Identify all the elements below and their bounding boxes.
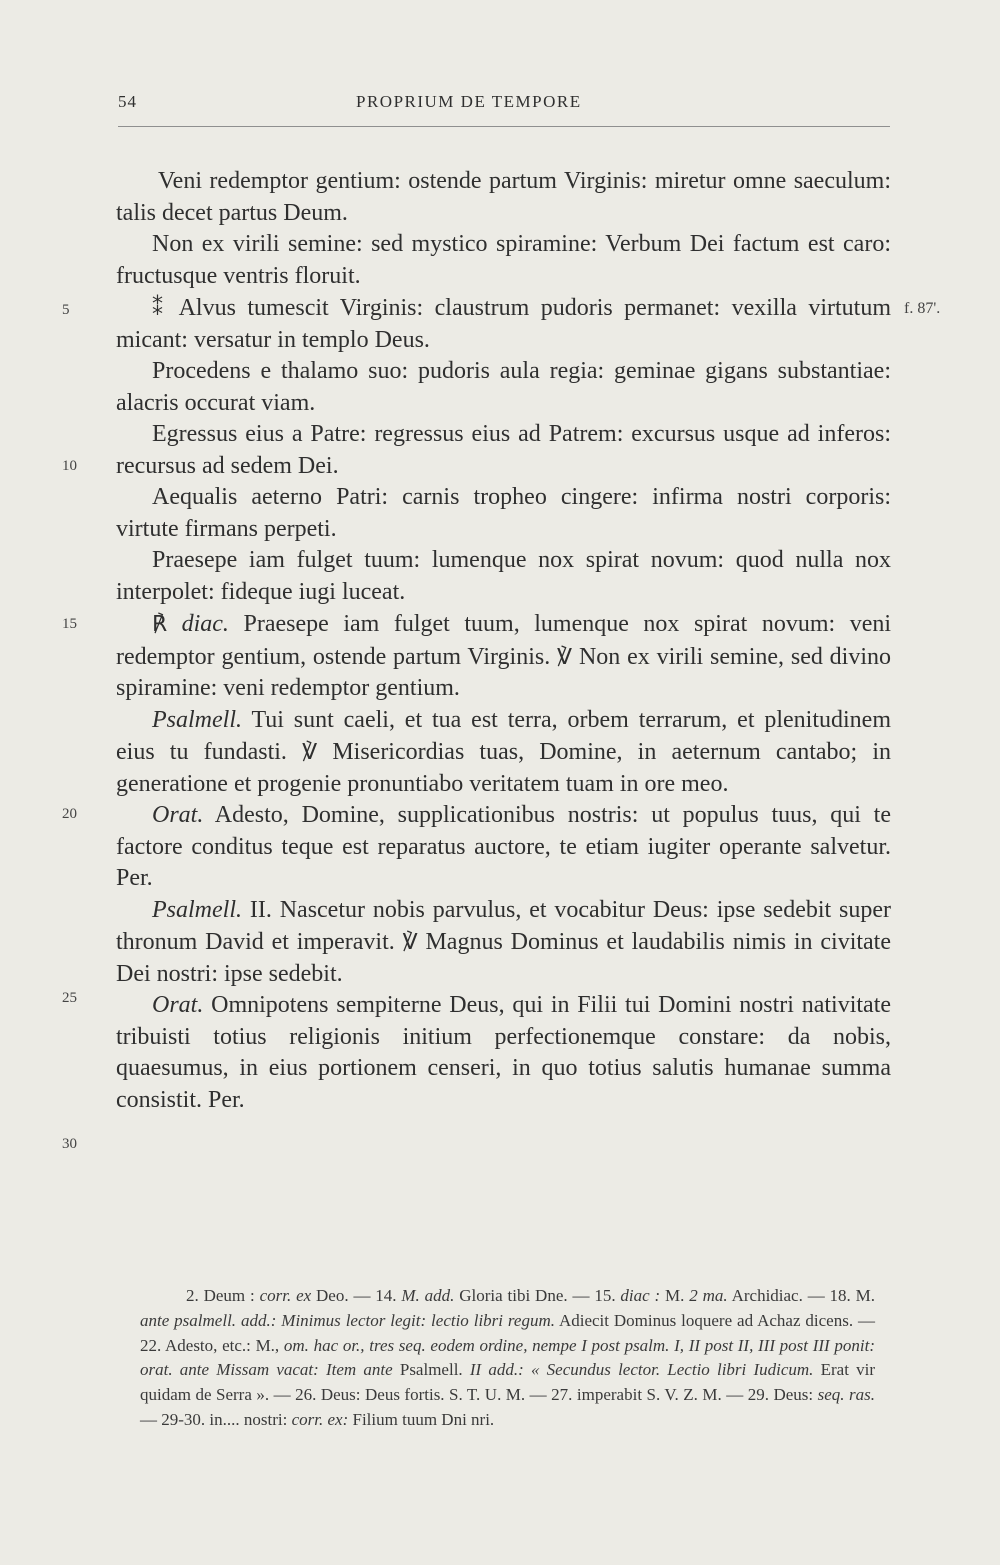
psalmellus-text: Nascetur nobis parvulus, et vocabitur Deus: ipse sedebit super thronum David et imperavit. xyxy=(116,896,892,955)
main-text xyxy=(116,166,891,1116)
footnote-italic: om. hac or., tres seq. eodem ordine, nempe I post psalm. I, II post II, III post III ponit: orat. ante Missam vacat: Item ante xyxy=(140,1335,875,1380)
footnote-text: Erat vir quidam de Serra ». — 26. Deus: Deus fortis. S. T. U. M. — 27. imperabit S. V. Z. M. — 29. Deus: xyxy=(140,1360,876,1405)
psalmellus-number: II. xyxy=(249,896,272,923)
running-head xyxy=(118,92,888,122)
response-icon: ℟ xyxy=(152,611,168,636)
stanza-text: Aequalis aeterno Patri: carnis tropheo cingere: infirma nostri corporis: virtute firmans perpeti. xyxy=(116,484,891,542)
responsory-text: Praesepe iam fulget tuum, lumenque nox spirat novum: veni redemptor gentium, ostende partum Virginis. xyxy=(116,611,892,670)
footnote-text: Archidiac. — 18. M. xyxy=(727,1286,876,1305)
line-number-15: 15 xyxy=(62,616,77,632)
versicle-icon: ℣ xyxy=(402,929,418,954)
rubric-label: Orat. xyxy=(152,802,204,828)
hymn-stanza-5 xyxy=(116,419,891,482)
footnote-italic: ante psalmell. add.: Minimus lector legit: lectio libri regum. xyxy=(140,1310,555,1330)
running-title: PROPRIUM DE TEMPORE xyxy=(356,92,582,111)
versicle-text: Magnus Dominus et laudabilis nimis in civitate Dei nostri: ipse sedebit. xyxy=(116,929,891,987)
footnote-text: Gloria tibi Dne. — 15. xyxy=(454,1286,621,1305)
psalmellus-1 xyxy=(116,705,891,801)
footnote-italic: II add.: « Secundus lector. Lectio libri Iudicum. xyxy=(469,1360,814,1380)
footnote-text: — 29-30. in.... nostri: xyxy=(140,1409,292,1429)
stanza-text: Veni redemptor gentium: ostende partum Virginis: miretur omne saeculum: talis decet partus Deum. xyxy=(116,168,891,226)
stanza-text: Alvus tumescit Virginis: claustrum pudoris permanet: vexilla virtutum micant: versatur in templo Deus. xyxy=(116,295,892,353)
versicle-icon: ℣ xyxy=(557,643,573,669)
hymn-stanza-4 xyxy=(116,356,891,419)
hymn-stanza-1 xyxy=(116,166,891,229)
line-number-20: 20 xyxy=(62,806,77,822)
oratio-text: Omnipotens sempiterne Deus, qui in Filii tui Domini nostri nativitate tribuisti totius religionis initium perfectionemque constare: da nobis, quaesumus, in eius portionem censeri, in quo totius salutis humanae summa consistit. Per. xyxy=(116,992,892,1113)
page-number: 54 xyxy=(118,92,137,111)
stanza-text: Praesepe iam fulget tuum: lumenque nox spirat novum: quod nulla nox interpolet: fideque iugi luceat. xyxy=(116,547,891,605)
versicle-text: Misericordias tuas, Domine, in aeternum cantabo; in generatione et progenie pronuntiabo veritatem tuam in ore meo. xyxy=(116,739,892,797)
line-number-10: 10 xyxy=(62,458,77,474)
versicle-icon: ℣ xyxy=(302,739,318,764)
psalmellus-2 xyxy=(116,895,891,991)
stanza-text: Procedens e thalamo suo: pudoris aula regia: geminae gigans substantiae: alacris occurat viam. xyxy=(116,358,891,416)
footnote-italic: M. add. xyxy=(401,1286,455,1305)
footnote-text: Adiecit Dominus loquere ad Achaz dicens. — 22. Adesto, etc.: M., xyxy=(140,1310,875,1355)
footnote-text: Filium tuum Dni nri. xyxy=(348,1409,495,1429)
rubric-label: Psalmell. xyxy=(152,896,242,923)
hymn-stanza-3 xyxy=(116,292,891,356)
critical-apparatus xyxy=(140,1284,875,1433)
hymn-stanza-7 xyxy=(116,545,891,608)
rubric-label: diac. xyxy=(181,611,229,637)
line-number-25: 25 xyxy=(62,990,77,1006)
footnote-text: Psalmell. xyxy=(392,1360,470,1380)
header-rule xyxy=(118,126,890,127)
footnote-italic: 2 ma. xyxy=(689,1286,728,1305)
psalmellus-text: Tui sunt caeli, et tua est terra, orbem terrarum, et plenitudinem eius tu fundasti. xyxy=(116,706,891,765)
footnote-italic: corr. ex xyxy=(259,1286,312,1305)
line-number-5: 5 xyxy=(62,302,70,318)
stanza-text: Non ex virili semine: sed mystico spiramine: Verbum Dei factum est caro: fructusque ventris floruit. xyxy=(116,231,891,289)
line-number-30: 30 xyxy=(62,1136,77,1152)
responsory xyxy=(116,608,891,705)
footnote-italic: corr. ex: xyxy=(291,1409,349,1429)
footnote-text: M. xyxy=(660,1286,690,1305)
asterisk-mark-icon: ⁑ xyxy=(152,295,169,320)
footnote-text: 2. Deum : xyxy=(186,1286,260,1305)
oratio-text: Adesto, Domine, supplicationibus nostris: ut populus tuus, qui te factore conditus teque est reparatus auctore, te etiam iugiter operante salvetur. Per. xyxy=(116,802,891,891)
versicle-text: Non ex virili semine, sed divino spiramine: veni redemptor gentium. xyxy=(116,643,891,701)
hymn-stanza-2 xyxy=(116,229,891,292)
footnote-italic: seq. ras. xyxy=(817,1385,875,1405)
oratio-1 xyxy=(116,800,891,895)
footnote-italic: diac : xyxy=(620,1286,661,1305)
folio-note: f. 87'. xyxy=(904,300,941,317)
hymn-stanza-6 xyxy=(116,482,891,545)
footnote-text: Deo. — 14. xyxy=(311,1286,402,1305)
stanza-text: Egressus eius a Patre: regressus eius ad Patrem: excursus usque ad inferos: recursus ad sedem Dei. xyxy=(116,421,891,479)
rubric-label: Orat. xyxy=(152,992,204,1018)
oratio-2 xyxy=(116,990,891,1116)
rubric-label: Psalmell. xyxy=(152,706,242,733)
